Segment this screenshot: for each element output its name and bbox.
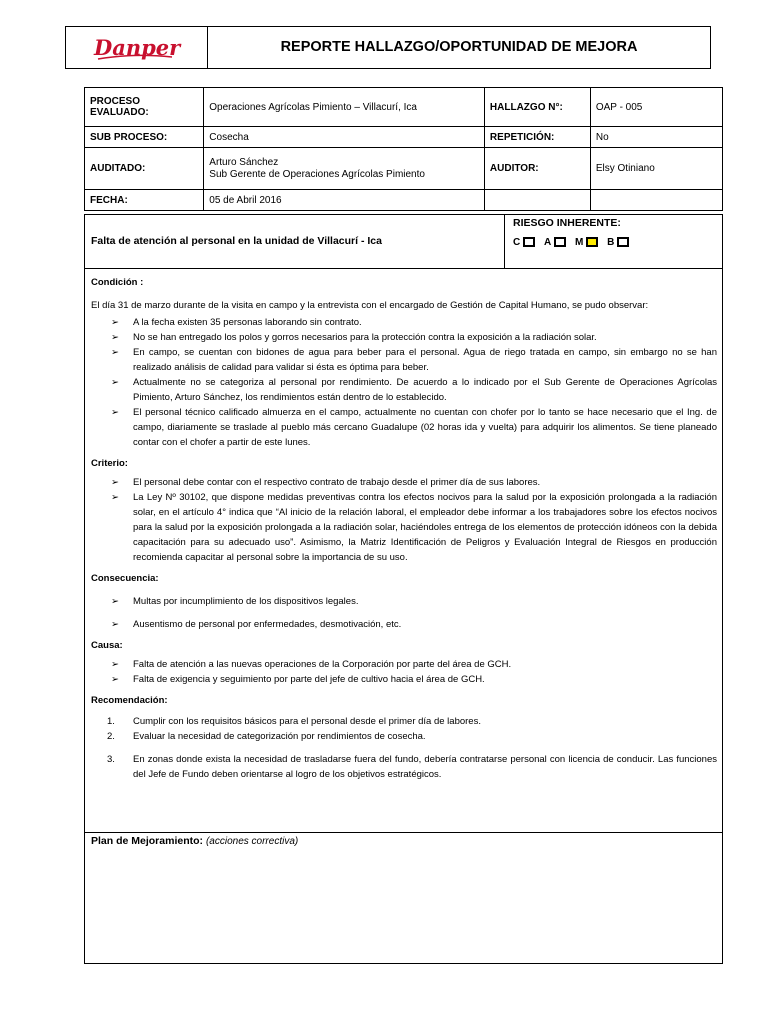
arrow-bullet-icon: ➢	[111, 332, 119, 343]
list-item: ➢ La Ley Nº 30102, que dispone medidas preventivas contra los efectos nocivos para la salud por la exposición prolongada a la radiación solar, en el artículo 4° indica que “Al inicio de la relación laboral, el empleador debe informar a los trabajadores sobre los efectos nocivos para la salud por la exposición prolongada a la radiación solar, haciéndoles entrega de los elementos de protección idóneos con la debida capacitación para su adecuado uso”. Asimismo, la Matriz Identificación de Peligros y Evaluación Integral de Riesgos en producción recomienda capacitar al personal sobre la importancia de su uso.	[111, 492, 717, 563]
auditor-value: Elsy Otiniano	[590, 147, 722, 190]
list-item: ➢ El personal técnico calificado almuerza en el campo, actualmente no cuentan con chofer por lo tanto se hace necesario que el Ing. de campo, diariamente se traslade al pueblo más cercano Guadalupe (02 horas ida y vuelta) para adquirir los alimentos. Se tiene planeado contar con el chofer a partir de este lunes.	[111, 407, 717, 448]
consecuencia-list	[91, 594, 717, 632]
arrow-bullet-icon: ➢	[111, 596, 119, 607]
list-item: ➢ En campo, se cuentan con bidones de agua para beber para el personal. Agua de riego tratada en campo, sin embargo no se han realizado análisis de calidad para validar si ésta es óptima para beber.	[111, 347, 717, 373]
checkbox-icon	[523, 237, 535, 247]
table-row	[85, 88, 723, 127]
arrow-bullet-icon: ➢	[111, 377, 119, 388]
list-item: 1. Cumplir con los requisitos básicos para el personal desde el primer día de labores.	[107, 716, 481, 727]
list-item: ➢ No se han entregado los polos y gorros necesarios para la protección contra la exposición a la radiación solar.	[111, 332, 597, 343]
criterio-heading: Criterio:	[91, 458, 128, 469]
fecha-label: FECHA:	[85, 190, 204, 211]
risk-options	[513, 237, 635, 248]
finding-content	[91, 275, 717, 782]
hallazgo-value: OAP - 005	[590, 88, 722, 127]
arrow-bullet-icon: ➢	[111, 477, 119, 488]
info-table	[84, 87, 723, 211]
arrow-bullet-icon: ➢	[111, 674, 119, 685]
list-item: 3. En zonas donde exista la necesidad de trasladarse fuera del fundo, debería contratarse personal con licencia de conducir. Las funciones del Jefe de Fundo deben orientarse al logro de los objetivos estratégicos.	[107, 754, 717, 780]
finding-box	[84, 214, 723, 964]
arrow-bullet-icon: ➢	[111, 347, 119, 358]
proceso-label: PROCESO EVALUADO:	[85, 88, 204, 127]
condicion-heading: Condición :	[91, 277, 144, 288]
hallazgo-label: HALLAZGO N°:	[484, 88, 590, 127]
fecha-value: 05 de Abril 2016	[204, 190, 485, 211]
list-item: ➢ Actualmente no se categoriza al personal por rendimiento. De acuerdo a lo indicado por el Sub Gerente de Operaciones Agrícolas Pimiento, Arturo Sánchez, los rendimientos están dentro de lo establecido.	[111, 377, 717, 403]
plan-note: (acciones correctiva)	[205, 836, 299, 847]
repeticion-label: REPETICIÓN:	[484, 127, 590, 148]
list-item: 2. Evaluar la necesidad de categorización por rendimientos de cosecha.	[107, 731, 426, 742]
plan-mejoramiento	[85, 832, 722, 964]
checkbox-checked-icon	[586, 237, 598, 247]
logo-text: Danper	[94, 35, 181, 60]
arrow-bullet-icon: ➢	[111, 492, 119, 503]
document-title: REPORTE HALLAZGO/OPORTUNIDAD DE MEJORA	[280, 39, 638, 55]
logo-cell	[66, 27, 208, 68]
subproceso-value: Cosecha	[204, 127, 485, 148]
empty-cell	[590, 190, 722, 211]
table-row	[85, 147, 723, 190]
arrow-bullet-icon: ➢	[111, 407, 119, 418]
report-header	[65, 26, 711, 69]
empty-cell	[484, 190, 590, 211]
auditado-value	[204, 147, 485, 190]
recomendacion-list	[91, 714, 717, 782]
risk-cell	[504, 215, 722, 268]
list-item: ➢ El personal debe contar con el respectivo contrato de trabajo desde el primer día de sus labores.	[111, 477, 541, 488]
condicion-intro: El día 31 de marzo durante de la visita en campo y la entrevista con el encargado de Gestión de Capital Humano, se pudo observar:	[91, 300, 649, 311]
arrow-bullet-icon: ➢	[111, 659, 119, 670]
risk-title: RIESGO INHERENTE:	[513, 217, 621, 229]
list-item: ➢ Falta de atención a las nuevas operaciones de la Corporación por parte del área de GCH.	[111, 659, 512, 670]
criterio-list	[91, 475, 717, 565]
finding-header	[85, 215, 722, 269]
danper-logo	[92, 33, 184, 63]
arrow-bullet-icon: ➢	[111, 317, 119, 328]
auditado-name: Arturo Sánchez	[209, 156, 279, 168]
repeticion-value: No	[590, 127, 722, 148]
list-item: ➢ Falta de exigencia y seguimiento por parte del jefe de cultivo hacia el área de GCH.	[111, 674, 485, 685]
recomendacion-heading: Recomendación:	[91, 695, 168, 706]
risk-option-a: A	[544, 237, 566, 248]
finding-title: Falta de atención al personal en la unidad de Villacurí - Ica	[91, 235, 382, 247]
checkbox-icon	[617, 237, 629, 247]
arrow-bullet-icon: ➢	[111, 619, 119, 630]
risk-option-m: M	[575, 237, 598, 248]
subproceso-label: SUB PROCESO:	[85, 127, 204, 148]
risk-option-b: B	[607, 237, 629, 248]
plan-label: Plan de Mejoramiento: (acciones correctiva)	[91, 835, 299, 847]
causa-list	[91, 657, 717, 687]
auditado-label: AUDITADO:	[85, 147, 204, 190]
consecuencia-heading: Consecuencia:	[91, 573, 159, 584]
table-row	[85, 127, 723, 148]
proceso-value: Operaciones Agrícolas Pimiento – Villacurí, Ica	[204, 88, 485, 127]
list-item: ➢ A la fecha existen 35 personas laborando sin contrato.	[111, 317, 362, 328]
list-item: ➢ Ausentismo de personal por enfermedades, desmotivación, etc.	[111, 619, 402, 630]
risk-option-c: C	[513, 237, 535, 248]
auditor-label: AUDITOR:	[484, 147, 590, 190]
table-row	[85, 190, 723, 211]
condicion-list	[91, 315, 717, 450]
list-item: ➢ Multas por incumplimiento de los dispositivos legales.	[111, 596, 359, 607]
checkbox-icon	[554, 237, 566, 247]
auditado-role: Sub Gerente de Operaciones Agrícolas Pimiento	[209, 168, 425, 180]
causa-heading: Causa:	[91, 640, 123, 651]
